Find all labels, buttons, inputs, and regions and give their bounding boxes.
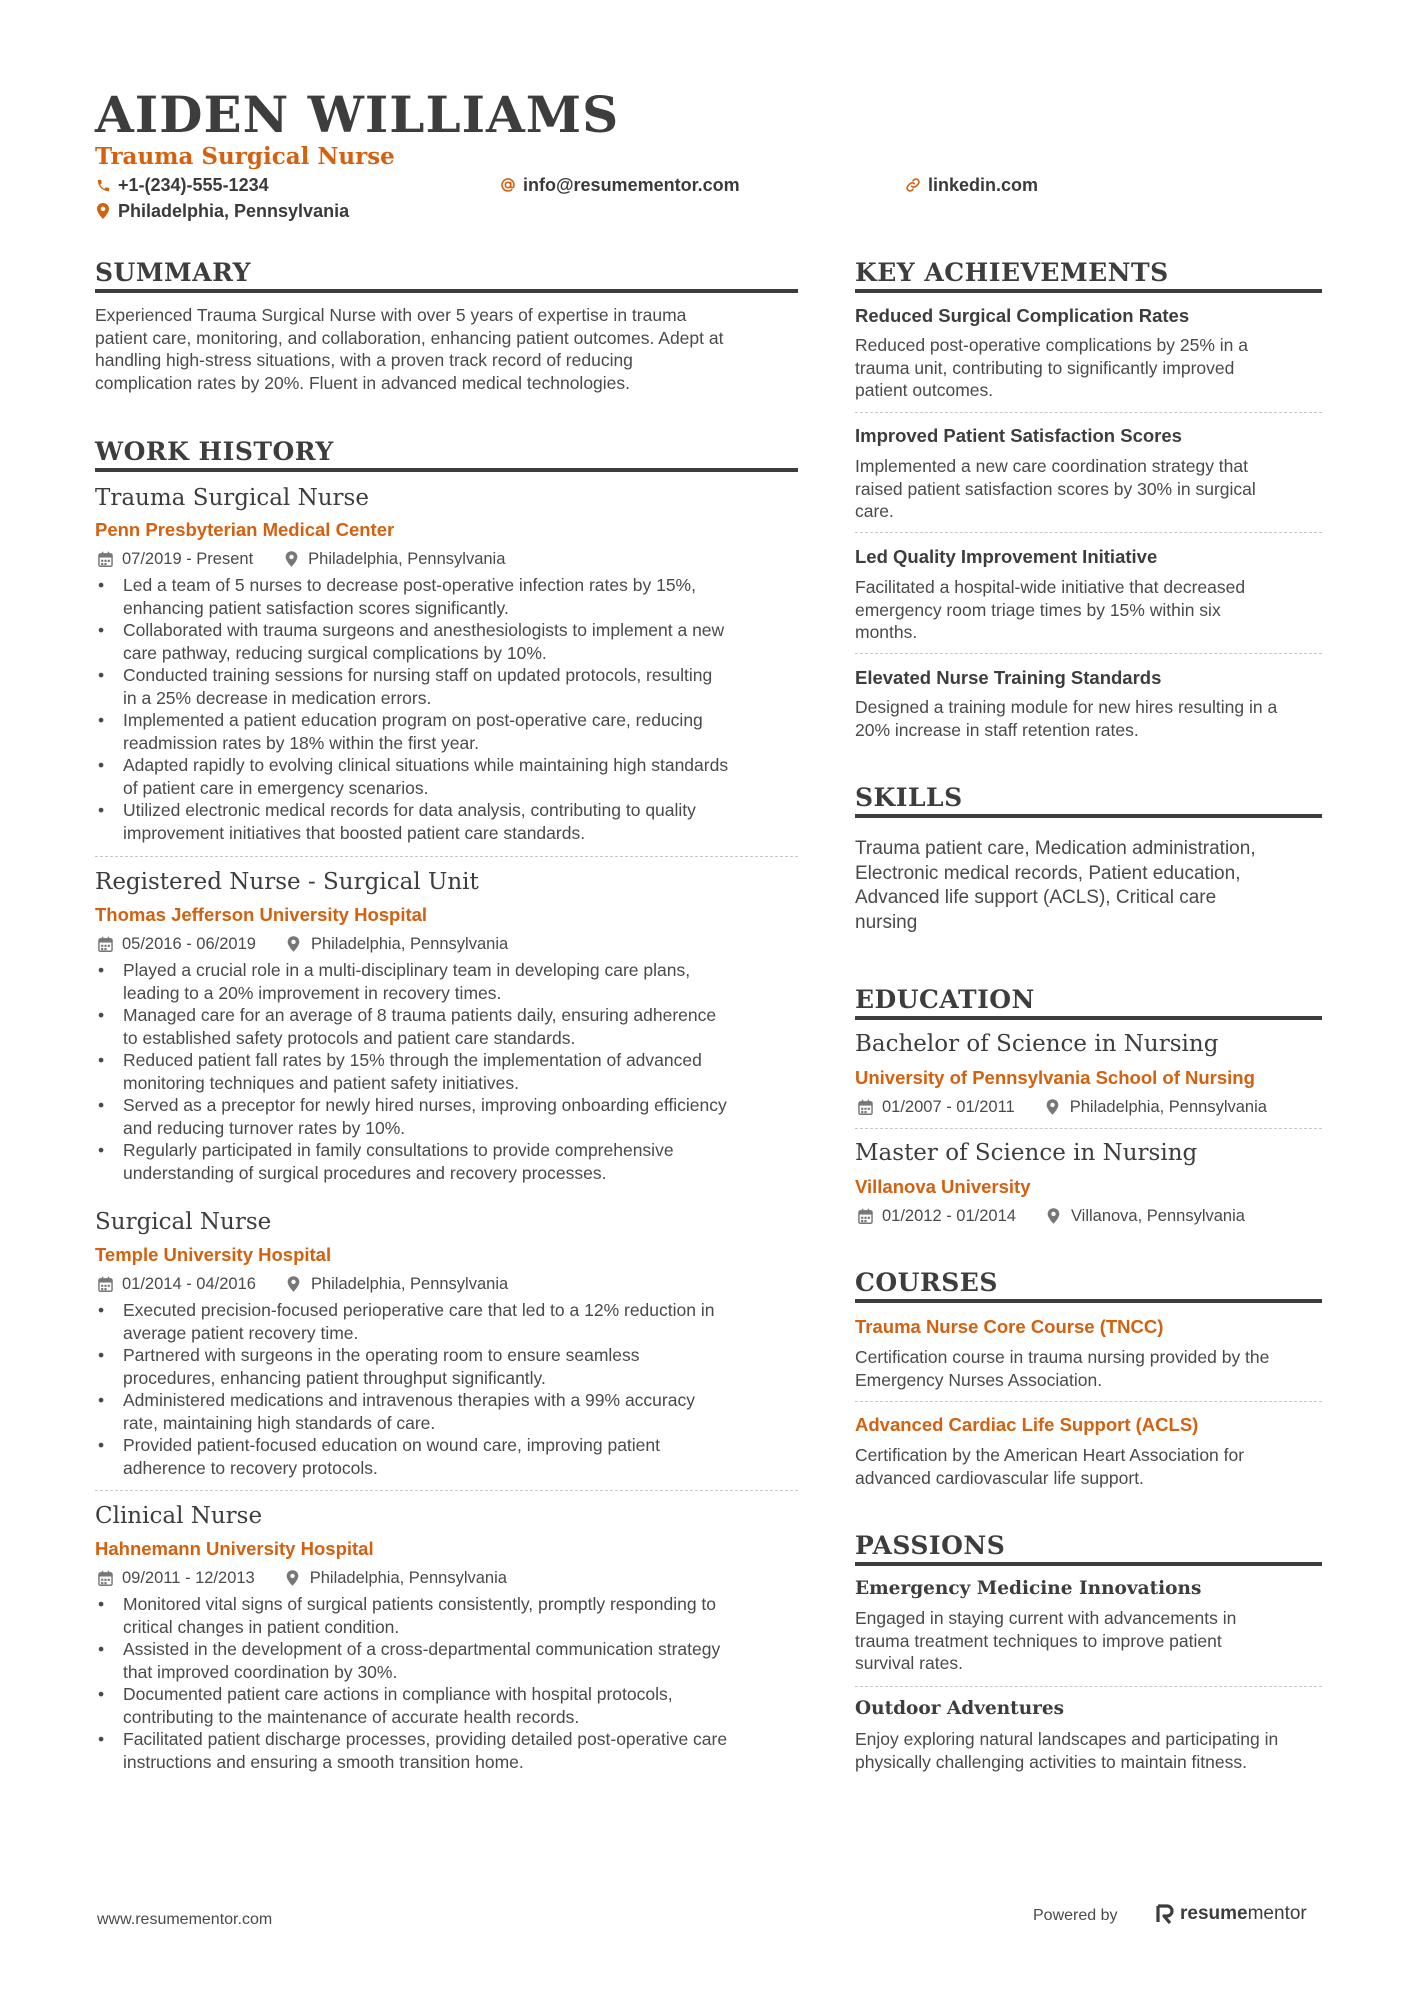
link-icon [905, 177, 921, 193]
job-title: Trauma Surgical Nurse [95, 485, 369, 511]
list-item: • Adapted rapidly to evolving clinical situations while maintaining high standards of patient care in emergency scenarios. [95, 754, 810, 799]
summary-text [95, 304, 805, 394]
footer-website[interactable]: www.resumementor.com [97, 1911, 273, 1928]
work-history-heading: WORK HISTORY [95, 437, 334, 466]
map-pin-icon [286, 1276, 302, 1292]
calendar-icon [857, 1099, 873, 1115]
list-item: • Monitored vital signs of surgical patients consistently, promptly responding to critical changes in patient condition. [95, 1593, 810, 1638]
summary-line: complication rates by 20%. Fluent in advanced medical technologies. [95, 372, 631, 393]
job-meta [97, 1274, 508, 1294]
list-item: • Collaborated with trauma surgeons and anesthesiologists to implement a new care pathway, reducing surgical complications by 10%. [95, 619, 810, 664]
divider [855, 532, 1322, 533]
list-item: • Partnered with surgeons in the operating room to ensure seamless procedures, enhancing patient throughput significantly. [95, 1344, 810, 1389]
course-text: Certification by the American Heart Association for advanced cardiovascular life support. [855, 1445, 1245, 1488]
footer-brand[interactable] [1156, 1903, 1307, 1925]
education-dates: 01/2007 - 01/2011 [882, 1098, 1015, 1116]
school-name: University of Pennsylvania School of Nursing [855, 1067, 1255, 1088]
location-text: Philadelphia, Pennsylvania [118, 201, 350, 221]
achievement-title: Elevated Nurse Training Standards [855, 667, 1162, 688]
job-meta [97, 934, 508, 954]
summary-line: handling high-stress situations, with a proven track record of reducing [95, 350, 633, 370]
job-meta [97, 549, 505, 569]
job-title: Surgical Nurse [95, 1209, 272, 1235]
divider [855, 1128, 1322, 1129]
summary-line: Experienced Trauma Surgical Nurse with over 5 years of expertise in trauma [95, 305, 687, 325]
linkedin-link[interactable]: linkedin.com [928, 175, 1039, 195]
divider [855, 1401, 1322, 1402]
list-item: • Reduced patient fall rates by 15% through the implementation of advanced monitoring techniques and patient safety initiatives. [95, 1049, 810, 1094]
job-location: Philadelphia, Pennsylvania [310, 935, 509, 953]
brand-name-light: mentor [1247, 1903, 1307, 1924]
divider [855, 412, 1322, 413]
list-item: • Served as a preceptor for newly hired nurses, improving onboarding efficiency and reducing turnover rates by 10%. [95, 1094, 810, 1139]
at-icon [500, 177, 516, 193]
degree-title: Bachelor of Science in Nursing [855, 1031, 1219, 1057]
calendar-icon [97, 1570, 113, 1586]
map-pin-icon [283, 551, 299, 567]
education-rule [855, 1016, 1322, 1020]
list-item: • Led a team of 5 nurses to decrease post-operative infection rates by 15%, enhancing patient satisfaction scores significantly. [95, 574, 810, 619]
passions-rule [855, 1562, 1322, 1566]
list-item: • Managed care for an average of 8 trauma patients daily, ensuring adherence to established safety protocols and patient care standards. [95, 1004, 810, 1049]
list-item: • Implemented a patient education program on post-operative care, reducing readmission rates by 18% within the first year. [95, 709, 810, 754]
job-employer: Thomas Jefferson University Hospital [95, 904, 428, 925]
list-item: • Administered medications and intravenous therapies with a 99% accuracy rate, maintaining high standards of care. [95, 1389, 810, 1434]
work-history-rule [95, 468, 798, 472]
education-meta [857, 1097, 1267, 1117]
job-location: Philadelphia, Pennsylvania [309, 1569, 507, 1587]
achievement-title: Improved Patient Satisfaction Scores [855, 425, 1182, 446]
contact-phone [95, 174, 269, 196]
phone-text[interactable]: +1-(234)-555-1234 [118, 175, 269, 195]
job-dates: 05/2016 - 06/2019 [122, 935, 256, 953]
course-title: Advanced Cardiac Life Support (ACLS) [855, 1414, 1199, 1435]
divider [855, 653, 1322, 654]
divider [855, 1686, 1322, 1687]
achievement-text: Reduced post-operative complications by 25% in a trauma unit, contributing to significantly improved patient outcomes. [855, 335, 1248, 400]
passion-text: Engaged in staying current with advancements in trauma treatment techniques to improve patient survival rates. [855, 1608, 1237, 1673]
divider [95, 1490, 798, 1491]
job-bullets [95, 574, 810, 844]
courses-heading: COURSES [855, 1268, 998, 1297]
map-pin-icon [1046, 1208, 1062, 1224]
education-heading: EDUCATION [855, 985, 1035, 1014]
education-location: Villanova, Pennsylvania [1070, 1207, 1245, 1225]
degree-title: Master of Science in Nursing [855, 1140, 1198, 1166]
brand-logo-icon [1156, 1904, 1174, 1924]
divider [95, 856, 798, 857]
job-bullets [95, 1593, 810, 1773]
summary-rule [95, 289, 798, 293]
skills-rule [855, 814, 1322, 818]
map-pin-icon [95, 203, 111, 219]
achievement-title: Reduced Surgical Complication Rates [855, 305, 1190, 326]
achievements-rule [855, 289, 1322, 293]
job-location: Philadelphia, Pennsylvania [308, 550, 506, 568]
calendar-icon [857, 1208, 873, 1224]
job-title: Clinical Nurse [95, 1503, 263, 1529]
map-pin-icon [285, 1570, 301, 1586]
job-location: Philadelphia, Pennsylvania [310, 1275, 509, 1293]
map-pin-icon [286, 936, 302, 952]
list-item: • Executed precision-focused perioperative care that led to a 12% reduction in average patient recovery time. [95, 1299, 810, 1344]
contact-location [95, 200, 349, 222]
job-dates: 07/2019 - Present [122, 550, 254, 568]
list-item: • Provided patient-focused education on wound care, improving patient adherence to recovery protocols. [95, 1434, 810, 1479]
map-pin-icon [1045, 1099, 1061, 1115]
achievement-text: Implemented a new care coordination strategy that raised patient satisfaction scores by 30% in surgical care. [855, 456, 1256, 521]
candidate-role: Trauma Surgical Nurse [95, 143, 395, 170]
contact-email [500, 174, 740, 196]
passion-text: Enjoy exploring natural landscapes and participating in physically challenging activities to maintain fitness. [855, 1729, 1279, 1772]
course-title: Trauma Nurse Core Course (TNCC) [855, 1316, 1164, 1337]
phone-icon [95, 177, 111, 193]
job-employer: Penn Presbyterian Medical Center [95, 519, 395, 540]
job-dates: 01/2014 - 04/2016 [122, 1275, 256, 1293]
job-employer: Temple University Hospital [95, 1244, 332, 1265]
courses-rule [855, 1299, 1322, 1303]
passion-title: Outdoor Adventures [855, 1698, 1065, 1719]
job-dates: 09/2011 - 12/2013 [122, 1569, 255, 1587]
list-item: • Assisted in the development of a cross-departmental communication strategy that improved coordination by 30%. [95, 1638, 810, 1683]
footer-powered-by: Powered by [1033, 1907, 1118, 1924]
job-bullets [95, 1299, 810, 1479]
school-name: Villanova University [855, 1176, 1031, 1197]
job-meta [97, 1568, 507, 1588]
achievement-text: Designed a training module for new hires resulting in a 20% increase in staff retention rates. [855, 697, 1278, 740]
job-employer: Hahnemann University Hospital [95, 1538, 374, 1559]
summary-heading: SUMMARY [95, 258, 251, 287]
email-link[interactable]: info@resumementor.com [523, 175, 740, 195]
passions-heading: PASSIONS [855, 1531, 1006, 1560]
list-item: • Regularly participated in family consultations to provide comprehensive understanding of surgical procedures and recovery processes. [95, 1139, 810, 1184]
job-bullets [95, 959, 810, 1184]
calendar-icon [97, 936, 113, 952]
brand-name-bold: resume [1180, 1903, 1248, 1924]
skills-heading: SKILLS [855, 783, 963, 812]
education-location: Philadelphia, Pennsylvania [1069, 1098, 1267, 1116]
achievement-title: Led Quality Improvement Initiative [855, 546, 1158, 567]
achievements-heading: KEY ACHIEVEMENTS [855, 258, 1169, 287]
achievement-text: Facilitated a hospital-wide initiative that decreased emergency room triage times by 15% within six months. [855, 577, 1246, 642]
list-item: • Played a crucial role in a multi-disciplinary team in developing care plans, leading to a 20% improvement in recovery times. [95, 959, 810, 1004]
calendar-icon [97, 551, 113, 567]
candidate-name: AIDEN WILLIAMS [95, 85, 620, 144]
education-dates: 01/2012 - 01/2014 [882, 1207, 1016, 1225]
skills-text: Trauma patient care, Medication administration, Electronic medical records, Patient education, Advanced life support (ACLS), Critical care nursing [855, 838, 1256, 933]
job-title: Registered Nurse - Surgical Unit [95, 869, 479, 895]
education-meta [857, 1206, 1245, 1226]
summary-line: patient care, monitoring, and collaboration, enhancing patient outcomes. Adept at [95, 327, 724, 348]
contact-linkedin [905, 174, 1038, 196]
course-text: Certification course in trauma nursing provided by the Emergency Nurses Association. [855, 1347, 1270, 1390]
list-item: • Utilized electronic medical records for data analysis, contributing to quality improvement initiatives that boosted patient care standards. [95, 799, 810, 844]
list-item: • Facilitated patient discharge processes, providing detailed post-operative care instructions and ensuring a smooth transition home. [95, 1728, 810, 1773]
list-item: • Conducted training sessions for nursing staff on updated protocols, resulting in a 25% decrease in medication errors. [95, 664, 810, 709]
passion-title: Emergency Medicine Innovations [855, 1578, 1202, 1599]
list-item: • Documented patient care actions in compliance with hospital protocols, contributing to the maintenance of accurate health records. [95, 1683, 810, 1728]
calendar-icon [97, 1276, 113, 1292]
